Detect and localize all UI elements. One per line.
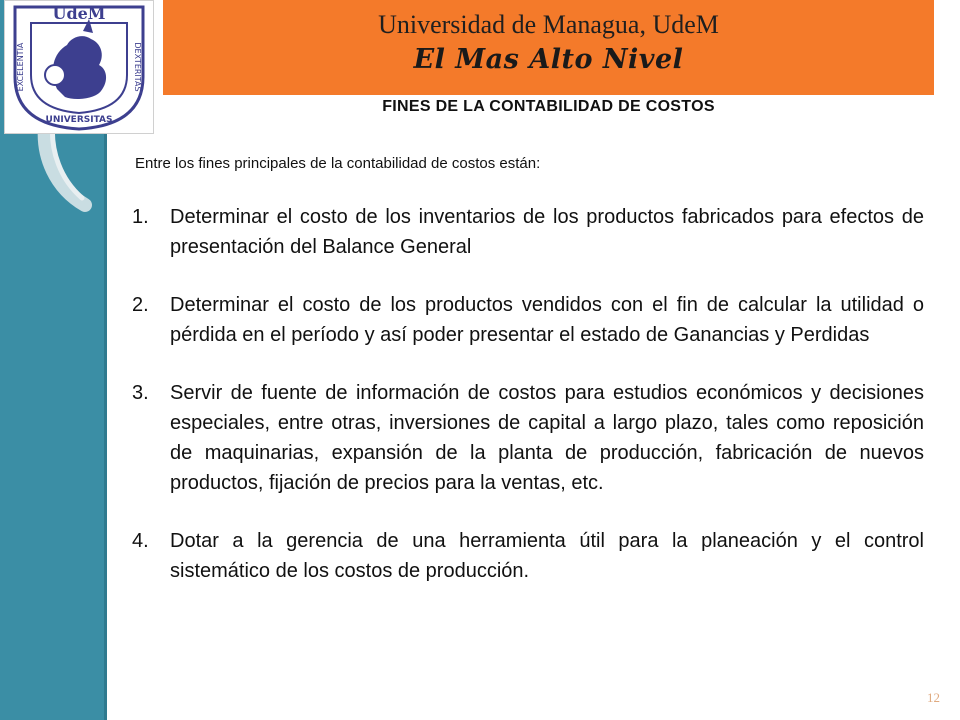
crest-icon bbox=[5, 1, 153, 133]
intro-text: Entre los fines principales de la contabilidad de costos están: bbox=[135, 155, 541, 172]
list-item-number: 3. bbox=[132, 382, 149, 404]
list-item-number: 1. bbox=[132, 206, 149, 228]
list-item bbox=[132, 526, 924, 586]
logo-left-text: EXCELENTIA bbox=[16, 42, 25, 92]
university-name: Universidad de Managua, UdeM bbox=[378, 10, 719, 39]
list-item bbox=[132, 202, 924, 262]
list-item bbox=[132, 378, 924, 498]
list-item-number: 4. bbox=[132, 530, 149, 552]
page-number: 12 bbox=[927, 690, 940, 705]
university-logo bbox=[4, 0, 154, 134]
motto: El Mas Alto Nivel bbox=[413, 44, 684, 75]
logo-bottom-text: UNIVERSITAS bbox=[45, 115, 113, 125]
list-item-text: Determinar el costo de los inventarios de los productos fabricados para efectos de presentación del Balance General bbox=[170, 206, 924, 258]
list-item bbox=[132, 290, 924, 350]
logo-right-text: DEXTERITAS bbox=[133, 42, 142, 92]
list-item-text: Servir de fuente de información de costos para estudios económicos y decisiones especiales, entre otras, inversiones de capital a largo plazo, tales como reposición de maquinarias, expansión de la planta de producción, fabricación de nuevos productos, fijación de precios para la ventas, etc. bbox=[170, 382, 924, 494]
header-bar bbox=[163, 0, 934, 95]
logo-top-text: UdeM bbox=[52, 4, 106, 23]
list-item-text: Dotar a la gerencia de una herramienta útil para la planeación y el control sistemático de los costos de producción. bbox=[170, 530, 924, 582]
slide-title: FINES DE LA CONTABILIDAD DE COSTOS bbox=[382, 98, 715, 115]
list-item-number: 2. bbox=[132, 294, 149, 316]
list-item-text: Determinar el costo de los productos vendidos con el fin de calcular la utilidad o pérdida en el período y así poder presentar el estado de Ganancias y Perdidas bbox=[170, 294, 924, 346]
goals-list bbox=[132, 202, 924, 614]
